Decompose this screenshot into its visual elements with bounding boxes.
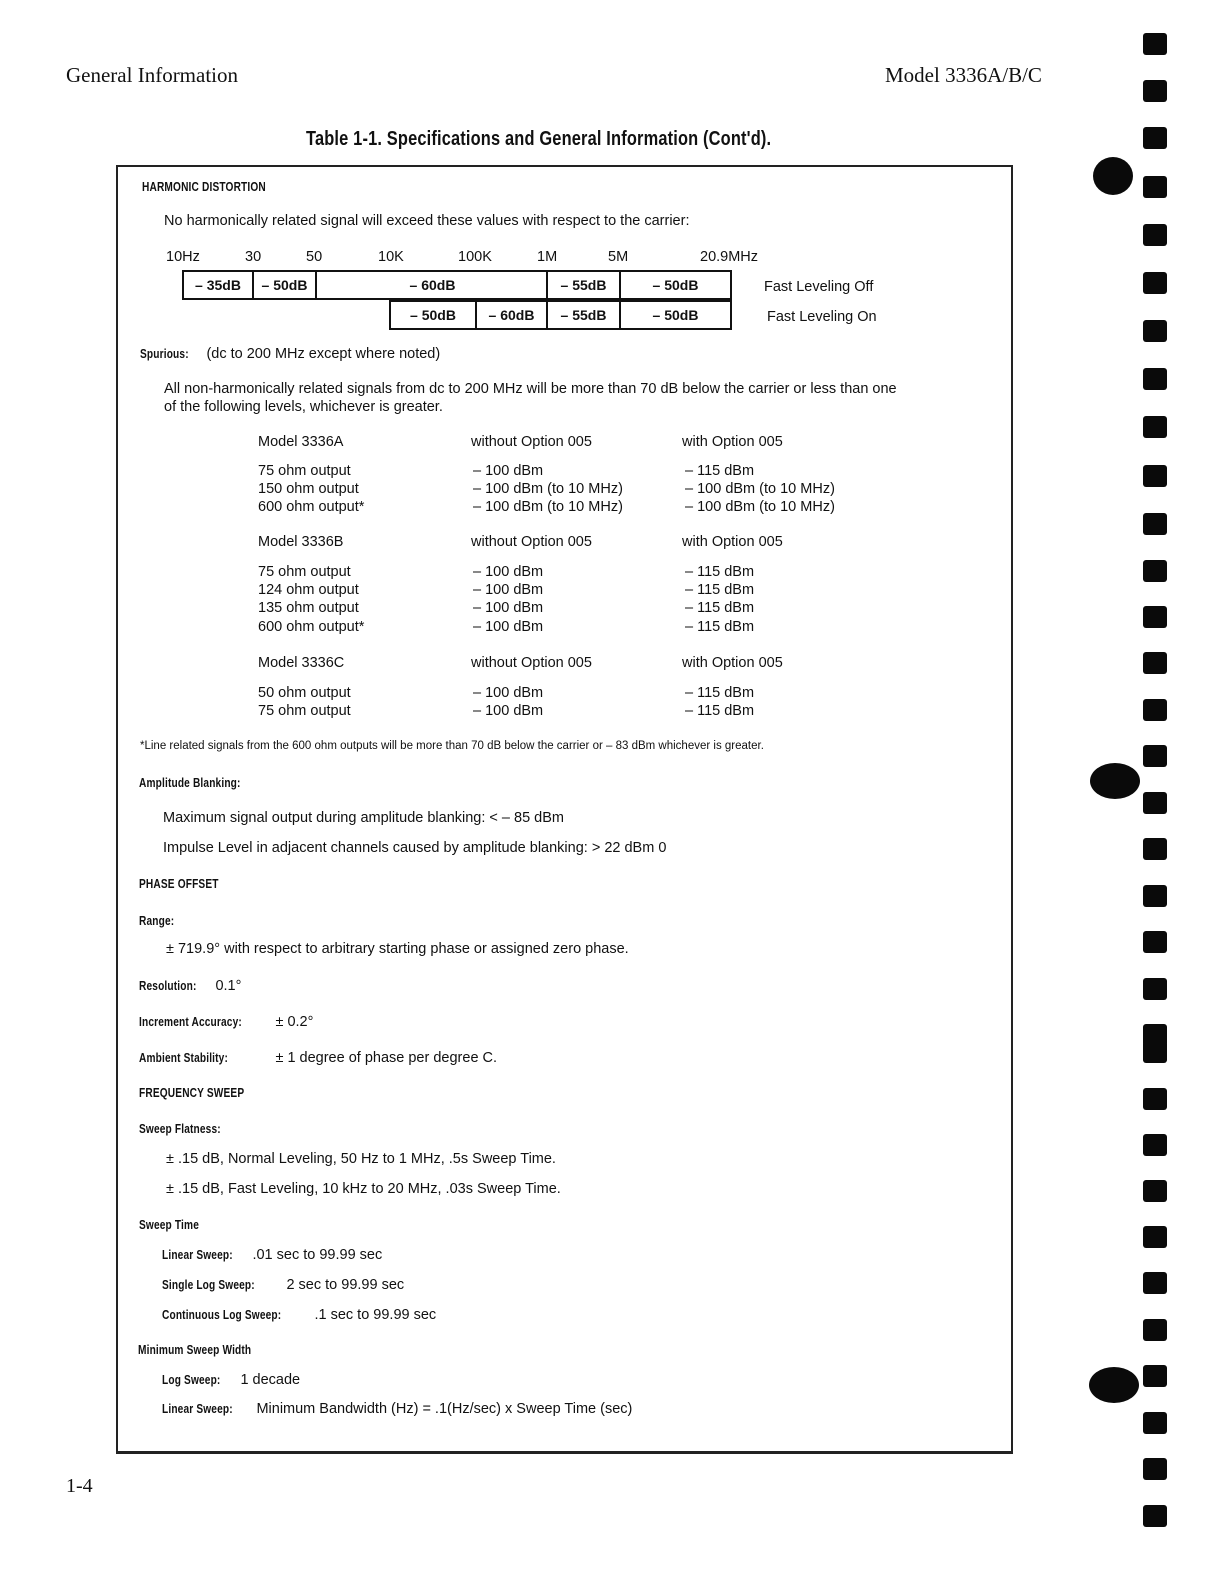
spurious-line [140, 345, 440, 363]
level-with: – 115 dBm [685, 582, 755, 598]
log-sweep-label: Log Sweep: [162, 1372, 221, 1387]
punch-hole [1143, 1180, 1167, 1202]
punch-hole [1143, 560, 1167, 582]
level-without: – 100 dBm [473, 582, 544, 598]
level-with: – 115 dBm [685, 463, 755, 479]
level-with: – 115 dBm [685, 703, 755, 719]
column-without-option: without Option 005 [471, 434, 592, 450]
punch-hole [1143, 1041, 1167, 1063]
level-without: – 100 dBm [473, 685, 544, 701]
sweep-time-label: Sweep Time [139, 1217, 199, 1232]
model-name: Model 3336C [258, 655, 345, 671]
spurious-label: Spurious: [140, 346, 189, 361]
punch-hole [1143, 1319, 1167, 1341]
punch-hole [1143, 885, 1167, 907]
punch-hole [1143, 33, 1167, 55]
output-name: 124 ohm output [258, 582, 359, 598]
level-with: – 115 dBm [685, 619, 755, 635]
level-without: – 100 dBm (to 10 MHz) [473, 481, 623, 497]
resolution-line [139, 977, 241, 995]
punch-hole [1143, 1134, 1167, 1156]
minimum-sweep-width-label: Minimum Sweep Width [138, 1342, 252, 1357]
level-with: – 115 dBm [685, 685, 755, 701]
model-name: Model 3336A [258, 434, 344, 450]
sweep-flatness-normal: ± .15 dB, Normal Leveling, 50 Hz to 1 MHz, .5s Sweep Time. [166, 1151, 556, 1167]
spurious-footnote: *Line related signals from the 600 ohm outputs will be more than 70 dB below the carrier or – 83 dBm whichever is greater. [140, 740, 764, 752]
distortion-cell: – 55dB [546, 300, 621, 330]
column-without-option: without Option 005 [471, 534, 592, 550]
output-name: 150 ohm output [258, 481, 359, 497]
single-log-sweep-label: Single Log Sweep: [162, 1277, 255, 1292]
level-without: – 100 dBm [473, 463, 544, 479]
punch-hole [1143, 368, 1167, 390]
distortion-cell: – 50dB [619, 300, 732, 330]
output-name: 75 ohm output [258, 463, 351, 479]
distortion-cell: – 50dB [252, 270, 317, 300]
page-number: 1-4 [66, 1475, 93, 1497]
spurious-paragraph-line1: All non-harmonically related signals from dc to 200 MHz will be more than 70 dB below the carrier or less than one [164, 381, 897, 397]
freq-label: 100K [458, 249, 492, 265]
running-header-model: Model 3336A/B/C [885, 63, 1042, 87]
amplitude-blanking-max-output: Maximum signal output during amplitude blanking: < – 85 dBm [163, 810, 564, 826]
freq-label: 30 [245, 249, 262, 265]
punch-hole [1143, 978, 1167, 1000]
table-title: Table 1-1. Specifications and General Information (Cont'd). [306, 128, 772, 150]
linear-sweep-width-line [162, 1400, 632, 1418]
column-with-option: with Option 005 [682, 534, 783, 550]
linear-sweep-value: .01 sec to 99.99 sec [252, 1247, 383, 1263]
freq-label: 10K [378, 249, 404, 265]
punch-hole [1143, 224, 1167, 246]
freq-label: 5M [608, 249, 629, 265]
sweep-flatness-fast: ± .15 dB, Fast Leveling, 10 kHz to 20 MHz, .03s Sweep Time. [166, 1181, 561, 1197]
range-value: ± 719.9° with respect to arbitrary starting phase or assigned zero phase. [166, 941, 629, 957]
punch-hole [1143, 80, 1167, 102]
level-without: – 100 dBm [473, 703, 544, 719]
linear-sweep-label: Linear Sweep: [162, 1247, 233, 1262]
increment-accuracy-label: Increment Accuracy: [139, 1014, 242, 1029]
harmonic-intro: No harmonically related signal will exceed these values with respect to the carrier: [164, 213, 690, 229]
continuous-log-sweep-label: Continuous Log Sweep: [162, 1307, 282, 1322]
spurious-paragraph-line2: of the following levels, whichever is greater. [164, 399, 443, 415]
level-with: – 115 dBm [685, 564, 755, 580]
resolution-label: Resolution: [139, 978, 197, 993]
distortion-cell: – 50dB [389, 300, 477, 330]
increment-accuracy-line [139, 1013, 313, 1031]
punch-hole [1143, 127, 1167, 149]
output-name: 600 ohm output* [258, 619, 365, 635]
punch-hole [1143, 272, 1167, 294]
level-with: – 115 dBm [685, 600, 755, 616]
distortion-cell: – 35dB [182, 270, 254, 300]
column-with-option: with Option 005 [682, 655, 783, 671]
punch-hole [1143, 1412, 1167, 1434]
running-header-section: General Information [66, 63, 239, 87]
log-sweep-value: 1 decade [240, 1372, 301, 1388]
distortion-cell: – 50dB [619, 270, 732, 300]
continuous-log-sweep-value: .1 sec to 99.99 sec [314, 1307, 437, 1323]
punch-hole [1143, 745, 1167, 767]
punch-hole [1143, 1272, 1167, 1294]
output-name: 135 ohm output [258, 600, 359, 616]
resolution-value: 0.1° [215, 978, 242, 994]
column-without-option: without Option 005 [471, 655, 592, 671]
distortion-cell: – 60dB [475, 300, 548, 330]
punch-hole [1143, 1505, 1167, 1527]
punch-hole [1143, 176, 1167, 198]
fast-leveling-on-label: Fast Leveling On [767, 309, 877, 325]
amplitude-blanking-impulse-level: Impulse Level in adjacent channels caused by amplitude blanking: > 22 dBm 0 [163, 840, 667, 856]
distortion-cell: – 60dB [315, 270, 548, 300]
output-name: 50 ohm output [258, 685, 351, 701]
punch-hole [1143, 838, 1167, 860]
binder-hole [1093, 157, 1133, 195]
binder-hole [1090, 763, 1140, 799]
ambient-stability-line [139, 1049, 497, 1067]
ambient-stability-label: Ambient Stability: [139, 1050, 229, 1065]
level-without: – 100 dBm (to 10 MHz) [473, 499, 623, 515]
distortion-cell: – 55dB [546, 270, 621, 300]
linear-sweep-width-label: Linear Sweep: [162, 1401, 233, 1416]
output-name: 600 ohm output* [258, 499, 365, 515]
frequency-sweep-heading: FREQUENCY SWEEP [139, 1085, 245, 1100]
ambient-stability-value: ± 1 degree of phase per degree C. [275, 1050, 498, 1066]
output-name: 75 ohm output [258, 703, 351, 719]
punch-hole [1143, 699, 1167, 721]
punch-hole [1143, 606, 1167, 628]
punch-hole [1143, 465, 1167, 487]
level-without: – 100 dBm [473, 564, 544, 580]
binder-hole [1089, 1367, 1139, 1403]
punch-hole [1143, 1365, 1167, 1387]
increment-accuracy-value: ± 0.2° [275, 1014, 314, 1030]
model-name: Model 3336B [258, 534, 344, 550]
level-with: – 100 dBm (to 10 MHz) [685, 481, 835, 497]
punch-hole [1143, 1226, 1167, 1248]
output-name: 75 ohm output [258, 564, 351, 580]
linear-sweep-width-value: Minimum Bandwidth (Hz) = .1(Hz/sec) x Sweep Time (sec) [256, 1401, 633, 1417]
spurious-note: (dc to 200 MHz except where noted) [206, 346, 441, 362]
column-with-option: with Option 005 [682, 434, 783, 450]
single-log-sweep-line [162, 1276, 404, 1294]
sweep-flatness-label: Sweep Flatness: [139, 1121, 221, 1136]
level-with: – 100 dBm (to 10 MHz) [685, 499, 835, 515]
freq-label: 10Hz [166, 249, 200, 265]
log-sweep-width-line [162, 1371, 300, 1389]
punch-hole [1143, 792, 1167, 814]
continuous-log-sweep-line [162, 1306, 436, 1324]
punch-hole [1143, 931, 1167, 953]
harmonic-distortion-heading: HARMONIC DISTORTION [142, 179, 266, 194]
punch-hole [1143, 652, 1167, 674]
freq-label: 1M [537, 249, 558, 265]
level-without: – 100 dBm [473, 619, 544, 635]
linear-sweep-time-line [162, 1246, 382, 1264]
level-without: – 100 dBm [473, 600, 544, 616]
punch-hole [1143, 320, 1167, 342]
punch-hole [1143, 513, 1167, 535]
punch-hole [1143, 1088, 1167, 1110]
freq-label: 50 [306, 249, 323, 265]
range-label: Range: [139, 913, 175, 928]
punch-hole [1143, 416, 1167, 438]
freq-label: 20.9MHz [700, 249, 759, 265]
amplitude-blanking-label: Amplitude Blanking: [139, 775, 241, 790]
single-log-sweep-value: 2 sec to 99.99 sec [286, 1277, 405, 1293]
fast-leveling-off-label: Fast Leveling Off [764, 279, 874, 295]
phase-offset-heading: PHASE OFFSET [139, 876, 219, 891]
punch-hole [1143, 1458, 1167, 1480]
